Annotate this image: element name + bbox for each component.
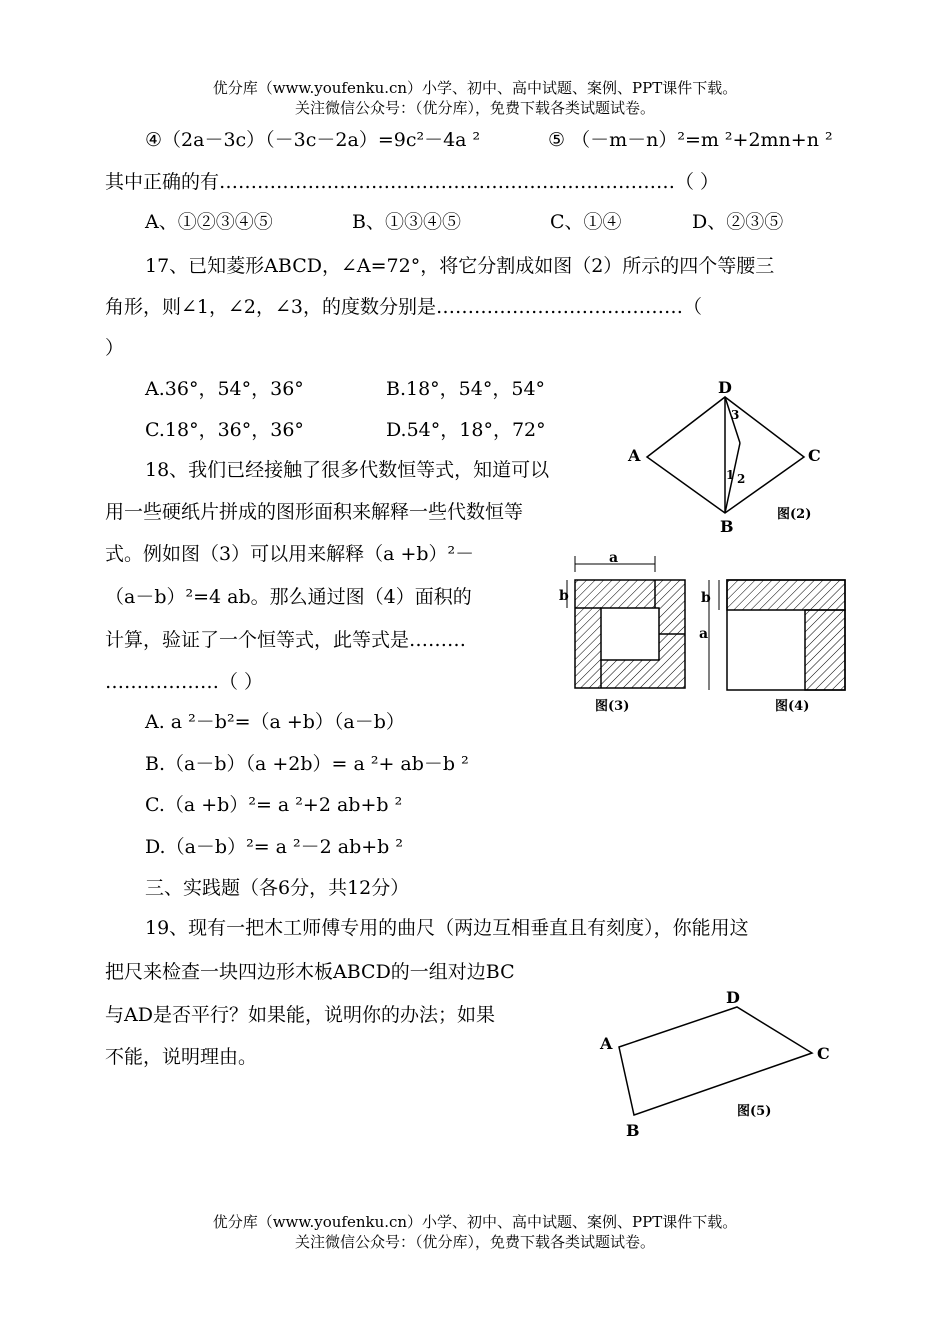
footer-line-1: 优分库（www.youfenku.cn）小学、初中、高中试题、案例、PPT课件下载。 <box>212 1213 738 1231</box>
inner-square <box>601 608 659 660</box>
q18-line-6: ………………（ ） <box>105 671 264 693</box>
figure-4-square <box>695 572 855 717</box>
q17-option-a: A.36°，54°，36° <box>145 378 304 400</box>
q16-item-5 <box>548 128 833 152</box>
footer-line-2: 关注微信公众号：（优分库），免费下载各类试题试卷。 <box>294 1233 655 1251</box>
dim-a-label: a <box>609 552 619 566</box>
q19-line-4: 不能，说明理由。 <box>105 1046 258 1068</box>
q16-option-d: D、②③⑤ <box>692 211 784 233</box>
q18-line-2: 用一些硬纸片拼成的图形面积来解释一些代数恒等 <box>105 501 524 523</box>
q18-option-b: B.（a－b）（a +2b）= a ²+ ab－b ² <box>145 753 469 775</box>
q17-line-3: ） <box>105 337 125 359</box>
dim-b-label: b <box>559 588 569 604</box>
figure-5-caption: 图(5) <box>737 1104 772 1119</box>
figure-3-square <box>555 552 695 717</box>
right-strip <box>805 610 845 690</box>
top-strip <box>727 580 845 610</box>
q16-item-4 <box>145 128 480 152</box>
header-line-1: 优分库（www.youfenku.cn）小学、初中、高中试题、案例、PPT课件下载。 <box>212 79 738 97</box>
q17-line-1: 17、已知菱形ABCD，∠A=72°，将它分割成如图（2）所示的四个等腰三 <box>145 255 775 277</box>
q16-option-a: A、①②③④⑤ <box>145 211 273 233</box>
label-c: C <box>808 446 821 465</box>
label-c: C <box>817 1044 830 1063</box>
q16-item-4-text: ④（2a－3c）（－3c－2a）=9c²－4a ² <box>145 129 481 151</box>
q16-prompt: 其中正确的有………………………………………………………………（ ） <box>105 171 720 193</box>
page-header <box>0 78 950 118</box>
label-b: B <box>626 1121 640 1140</box>
q16-item-5-text: ⑤ （－m－n）²=m ²+2mn+n ² <box>548 129 833 151</box>
figure-2-rhombus <box>622 375 842 535</box>
q16-option-b: B、①③④⑤ <box>352 211 461 233</box>
figure-4-caption: 图(4) <box>775 699 810 714</box>
section-3-title: 三、实践题（各6分，共12分） <box>145 877 410 899</box>
label-angle-1: 1 <box>726 468 735 482</box>
q18-line-3: 式。例如图（3）可以用来解释（a +b）²－ <box>105 543 475 565</box>
q17-option-d: D.54°，18°，72° <box>386 419 546 441</box>
figure-3-caption: 图(3) <box>595 699 630 714</box>
q19-line-1: 19、现有一把木工师傅专用的曲尺（两边互相垂直且有刻度），你能用这 <box>145 917 749 939</box>
q18-option-d: D.（a－b）²= a ²－2 ab+b ² <box>145 836 404 858</box>
figure-5-quadrilateral <box>592 985 842 1145</box>
q18-line-4: （a－b）²=4 ab。那么通过图（4）面积的 <box>105 586 472 608</box>
label-angle-3: 3 <box>731 408 740 422</box>
q16-option-c: C、①④ <box>550 211 622 233</box>
label-a: A <box>628 446 641 465</box>
q18-option-a: A. a ²－b²=（a +b）（a－b） <box>145 711 405 733</box>
quadrilateral-outline <box>619 1007 812 1115</box>
label-a: A <box>600 1034 613 1053</box>
label-d: D <box>726 988 740 1007</box>
q18-line-1: 18、我们已经接触了很多代数恒等式，知道可以 <box>145 459 550 481</box>
page-footer <box>0 1212 950 1252</box>
label-d: D <box>718 378 732 397</box>
figure-2-caption: 图(2) <box>777 507 812 522</box>
header-line-2: 关注微信公众号：（优分库），免费下载各类试题试卷。 <box>294 99 655 117</box>
label-angle-2: 2 <box>737 472 746 486</box>
dim-a-label: a <box>699 626 709 642</box>
q19-line-3: 与AD是否平行？如果能，说明你的办法；如果 <box>105 1004 495 1026</box>
q17-option-c: C.18°，36°，36° <box>145 419 304 441</box>
q19-line-2: 把尺来检查一块四边形木板ABCD的一组对边BC <box>105 961 515 983</box>
label-b: B <box>720 517 734 535</box>
q17-option-b: B.18°，54°，54° <box>386 378 546 400</box>
q17-line-2: 角形，则∠1，∠2，∠3，的度数分别是…………………………………（ <box>105 296 703 318</box>
q18-line-5: 计算，验证了一个恒等式，此等式是……… <box>105 629 467 651</box>
dim-b-label: b <box>701 590 711 606</box>
q18-option-c: C.（a +b）²= a ²+2 ab+b ² <box>145 794 403 816</box>
